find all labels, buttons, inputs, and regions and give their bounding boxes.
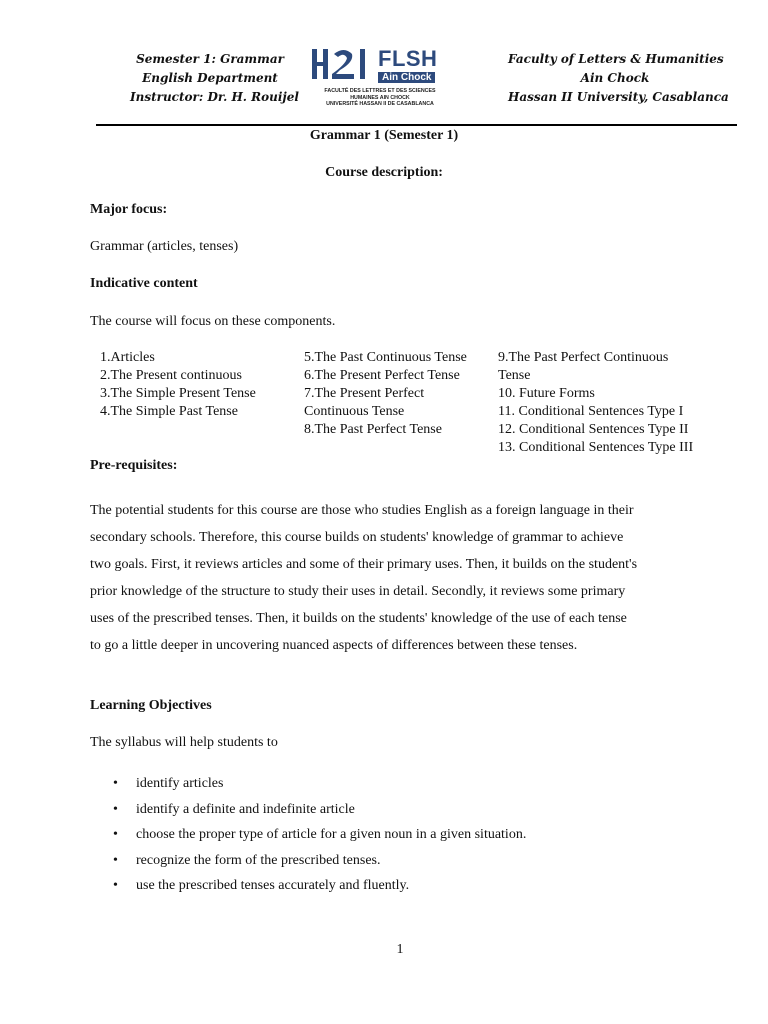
- content-column-1: [100, 349, 300, 421]
- content-item: 13. Conditional Sentences Type III: [498, 440, 694, 455]
- bullet-icon: •: [113, 801, 118, 817]
- prerequisites-heading: Pre-requisites:: [90, 458, 178, 473]
- learning-objectives-heading: Learning Objectives: [90, 698, 212, 713]
- content-column-3: [498, 349, 728, 457]
- page-subtitle: Course description:: [325, 165, 443, 180]
- uh2c-logo-icon: [310, 46, 368, 86]
- list-item: [113, 771, 526, 797]
- header-right-line: Ain Chock: [580, 71, 650, 85]
- prerequisites-paragraph: [90, 497, 690, 659]
- content-item: 11. Conditional Sentences Type I: [498, 404, 684, 419]
- bullet-icon: •: [113, 827, 118, 842]
- header-faculty-info: [508, 50, 729, 107]
- bullet-icon: •: [113, 852, 118, 868]
- list-item-text: use the prescribed tenses accurately and fluently.: [136, 878, 410, 893]
- learning-objectives-intro: The syllabus will help students to: [90, 735, 278, 750]
- paragraph-line: prior knowledge of the structure to study their uses in detail. Secondly, it reviews some primary: [90, 584, 626, 599]
- content-item: 8.The Past Perfect Tense: [304, 422, 442, 437]
- paragraph-line: to go a little deeper in uncovering nuanced aspects of differences between these tenses.: [90, 638, 578, 653]
- paragraph-line: secondary schools. Therefore, this course builds on students' knowledge of grammar to achieve: [90, 530, 624, 545]
- content-item: Tense: [498, 368, 531, 383]
- header-course-info: [130, 50, 299, 107]
- list-item-text: identify articles: [136, 776, 224, 791]
- objectives-list: [113, 771, 526, 899]
- content-item: 10. Future Forms: [498, 386, 595, 401]
- logo-caption: [310, 88, 450, 108]
- header-divider: [96, 124, 737, 126]
- paragraph-line: two goals. First, it reviews articles and some of their primary uses. Then, it builds on the student's: [90, 557, 638, 572]
- major-focus-text: Grammar (articles, tenses): [90, 239, 239, 254]
- content-item: 7.The Present Perfect: [304, 386, 425, 401]
- page-number: 1: [396, 942, 404, 957]
- list-item-text: choose the proper type of article for a given noun in a given situation.: [136, 827, 527, 842]
- header-left-line: Instructor: Dr. H. Rouijel: [130, 90, 299, 104]
- indicative-content-heading: Indicative content: [90, 276, 198, 291]
- content-item: 5.The Past Continuous Tense: [304, 350, 467, 365]
- page-title: Grammar 1 (Semester 1): [309, 128, 459, 143]
- content-item: 9.The Past Perfect Continuous: [498, 350, 669, 365]
- list-item: [113, 873, 526, 899]
- content-column-2: [304, 349, 494, 439]
- list-item-text: recognize the form of the prescribed tenses.: [136, 852, 381, 868]
- logo-caption-line: HUMAINES AIN CHOCK: [350, 94, 410, 101]
- logo-caption-line: UNIVERSITÉ HASSAN II DE CASABLANCA: [326, 101, 434, 107]
- logo-ain-chock-text: Ain Chock: [378, 72, 435, 83]
- indicative-content-intro: The course will focus on these components.: [90, 314, 336, 329]
- content-item: 6.The Present Perfect Tense: [304, 368, 460, 383]
- list-item-text: identify a definite and indefinite article: [136, 801, 355, 817]
- list-item: [113, 848, 526, 874]
- header-left-line: English Department: [142, 71, 278, 85]
- content-item: Continuous Tense: [304, 404, 405, 419]
- major-focus-heading: Major focus:: [90, 202, 168, 217]
- bullet-icon: •: [113, 776, 118, 791]
- logo-flsh-text: FLSH: [378, 46, 438, 71]
- header-right-line: Faculty of Letters & Humanities: [508, 52, 724, 66]
- logo-caption-line: FACULTÉ DES LETTRES ET DES SCIENCES: [324, 88, 436, 94]
- header-left-line: Semester 1: Grammar: [136, 52, 284, 66]
- content-item: 12. Conditional Sentences Type II: [498, 422, 689, 437]
- content-item: 2.The Present continuous: [100, 368, 242, 383]
- paragraph-line: The potential students for this course are those who studies English as a foreign language in their: [90, 503, 634, 518]
- list-item: [113, 797, 526, 823]
- content-item: 3.The Simple Present Tense: [100, 386, 256, 401]
- bullet-icon: •: [113, 878, 118, 893]
- paragraph-line: uses of the prescribed tenses. Then, it builds on the students' knowledge of the use of each tense: [90, 611, 627, 626]
- content-item: 4.The Simple Past Tense: [100, 404, 238, 419]
- list-item: [113, 822, 526, 848]
- university-logo: [308, 44, 458, 114]
- content-item: 1.Articles: [100, 350, 155, 365]
- header-right-line: Hassan II University, Casablanca: [508, 90, 729, 104]
